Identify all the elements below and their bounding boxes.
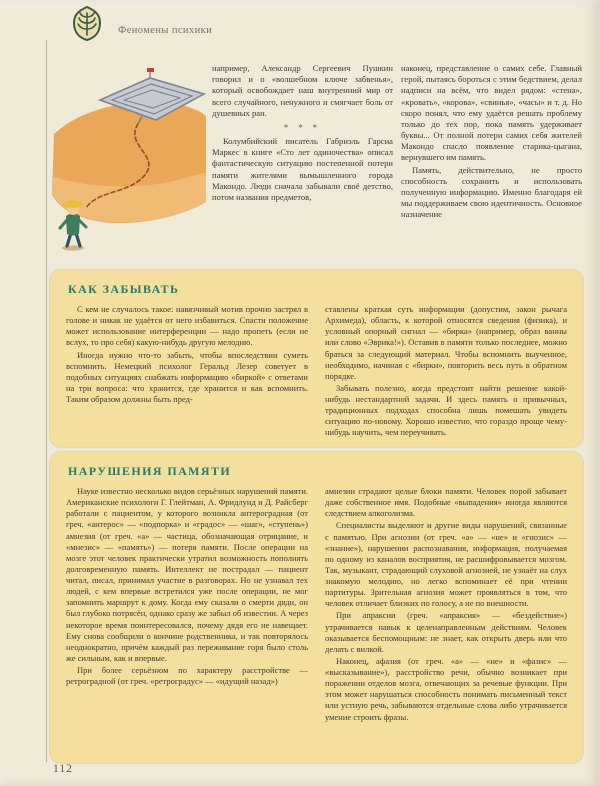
paragraph: амнезии страдают целые блоки памяти. Человек порой забывает даже собственное имя. Подобные «выпадения» иногда являются следствием алкоголизма.: [325, 486, 567, 519]
paragraph: При более серьёзном по характеру расстройстве — ретроградной (от греч. «ретроградус» — «идущий назад»): [66, 665, 308, 687]
box1-column-1: [66, 304, 308, 440]
box2-column-1: [66, 486, 308, 724]
paragraph: С кем не случалось такое: навязчивый мотив прочно застрял в голове и никак не удаётся от него избавиться. Спасти положение может использование интерференции — надо пропеть (если не вслух, то про себя) какую-нибудь другую мелодию.: [66, 304, 308, 348]
paragraph: Забывать полезно, когда предстоит найти решение какой-нибудь нестандартной задачи. И здесь память о привычных, традиционных подходах способна лишь помешать увидеть ситуацию по-новому. Хорошо известно, что гораздо проще чему-нибудь научить, чем переучивать.: [325, 382, 567, 438]
running-header: Феномены психики: [118, 25, 213, 36]
paragraph: Иногда нужно что-то забыть, чтобы впоследствии суметь вспомнить. Немецкий психолог Геральд Лезер советует в подобных ситуациях снабжать информацию «биркой» с ответами на три вопроса: что хранится, где хранится и как вспомнить. Таким образом должны быть пред-: [66, 349, 308, 404]
page-header: [70, 5, 212, 41]
paragraph: При апраксии (греч. «апраксия» — «бездействие») утрачивается навык к целенаправленным действиям. Человек оказывается беспомощным: не знает, как открыть дверь или что делать с вилкой.: [325, 610, 567, 654]
box2-title: НАРУШЕНИЯ ПАМЯТИ: [68, 464, 232, 478]
publisher-emblem-icon: [70, 5, 104, 41]
paragraph: Специалисты выделяют и другие виды нарушений, связанные с памятью. При агнозии (от греч. «а» — «не» и «гнозис» — «знание»), нарушении распознавания, информация, получаемая по одному из каналов восприятия, не расшифровывается мозгом. Так, музыкант, страдающий слуховой агнозией, не узнаёт на слух знакомую мелодию, но легко вспоминает её при чтении партитуры. Зрительная агнозия может проявляться в том, что человек отличает близких по голосу, а не по внешности.: [325, 520, 567, 609]
paragraph: ставлены краткая суть информации (допустим, закон рычага Архимеда), область, к которой относятся сведения (физика), и условный опорный сигнал — «бирка» (например, образ ванны или слово «Эврика!»). Оставив в памяти только последнее, можно браться за следующий материал. Чтобы вспомнить выученное, необходимо, начиная с «бирки», повторить весь путь в обратном порядке.: [325, 304, 567, 381]
paragraph: Наконец, афазия (от греч. «а» — «не» и «фазис» — «высказывание»), расстройство речи, обычно возникает при поражении отделов мозга, отвечающих за речевые функции. При этом может нарушаться способность понимать письменный текст или устную речь, забываются отдельные слова либо утрачивается умение строить фразы.: [325, 655, 567, 722]
paragraph: Колумбийский писатель Габриэль Гарсиа Маркес в книге «Сто лет одиночества» описал фантастическую ситуацию постепенной потери памяти жителями вымышленного города Макондо. Люди сначала забывали своё детство, потом названия предметов,: [212, 136, 393, 202]
box1-column-2: [325, 304, 567, 440]
box1-title: КАК ЗАБЫВАТЬ: [68, 282, 180, 296]
paragraph: Науке известно несколько видов серьёзных нарушений памяти. Американские психологи Г. Глейтман, А. Фридлунд и Д. Райсберг работали с пациентом, у которого возникла антероградная (от греч. «антерос» — «подпорка» и «градос» — «шаг», «ступень») амнезия (от греч. «а» — частица, обозначающая отрицание, и «мнезис» — «память») — потеря памяти. После операции на мозге этот человек практически утратил возможность пополнять долговременную память. Интеллект не пострадал — пациент читал, писал, принимал участие в разговорах. Но не узнавал тех людей, с кем впервые встретился уже после операции, не мог запомнить маршрут к дому. Когда ему сказали о смерти дяди, он был глубоко потрясён, однако сразу же забыл об известии. А через некоторое время поинтересовался, почему дядя его не навещает. Ему снова сообщили о кончине родственника, и так повторялось неоднократно, причём каждый раз переживание горя было столь же сильным, как и впервые.: [66, 486, 308, 663]
paragraph: Память, действительно, не просто способность сохранить и использовать полученную информацию. Именно благодаря ей мы поддерживаем свою идентичность. Основное назначение: [401, 164, 582, 220]
paragraph: * * *: [283, 121, 322, 132]
box2-column-2: [325, 486, 567, 724]
paragraph: наконец, представление о самих себе. Главный герой, пытаясь бороться с этим бедствием, делал надписи на всём, что видел рядом: «стена», «кровать», «корова», «свинья», «часы» и т. д. Но скоро понял, что ему удаётся решать проблему только до тех пор, пока память удерживает буквы... От полной потери самих себя жителей Макондо спасло появление старика-цыгана, вернувшего им память.: [401, 63, 582, 163]
sidebar-memory-disorders: [50, 452, 583, 763]
intro-column-1: [212, 63, 393, 204]
maze-illustration: [46, 54, 210, 260]
intro-column-2: [401, 63, 582, 221]
sidebar-how-to-forget: [50, 270, 583, 447]
paragraph: например, Александр Сергеевич Пушкин говорил и о «волшебном ключе забвенья», который освобождает наш внутренний мир от всего случайного, ненужного и смягчает боль от душевных ран.: [212, 63, 393, 118]
page-number: 112: [53, 763, 73, 775]
